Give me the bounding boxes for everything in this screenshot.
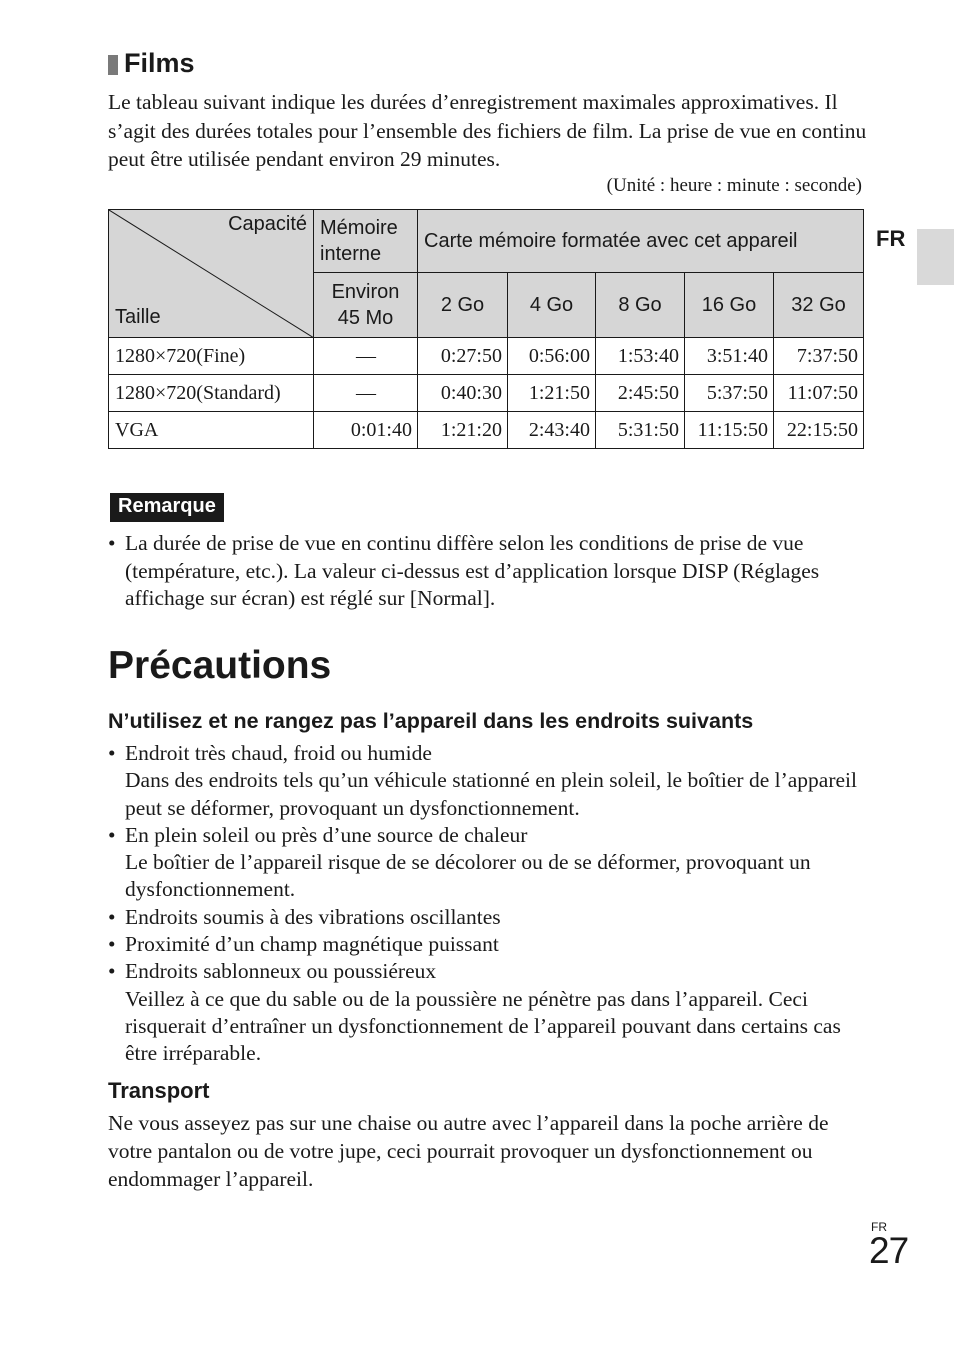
card-size-header: 16 Go xyxy=(685,273,774,338)
table-row xyxy=(109,375,864,412)
memory-card-header: Carte mémoire formatée avec cet appareil xyxy=(418,210,864,273)
table-row xyxy=(109,412,864,449)
row-label: 1280×720(Fine) xyxy=(109,338,314,375)
list-item xyxy=(108,904,868,931)
section-marker-icon xyxy=(108,55,118,75)
films-intro: Le tableau suivant indique les durées d’enregistrement maximales approximatives. Il s’agit des durées totales pour l’ensemble des fichiers de film. La prise de vue en continu peut être utilisée pendant environ 29 minutes. xyxy=(108,90,867,171)
table-row xyxy=(109,338,864,375)
transport-heading: Transport xyxy=(108,1078,210,1103)
internal-memory-header: Mémoire interne xyxy=(314,210,418,273)
table-cell: 1:53:40 xyxy=(596,338,685,375)
page-title: Précautions xyxy=(108,644,332,687)
precautions-list xyxy=(108,740,868,1068)
table-cell: 0:27:50 xyxy=(418,338,508,375)
card-size-header: 2 Go xyxy=(418,273,508,338)
internal-value: — xyxy=(314,338,418,375)
table-cell: 1:21:20 xyxy=(418,412,508,449)
list-item-title: • En plein soleil ou près d’une source de chaleur xyxy=(125,822,528,847)
table-cell: 22:15:50 xyxy=(774,412,864,449)
units-note: (Unité : heure : minute : seconde) xyxy=(606,175,862,196)
table-cell: 11:15:50 xyxy=(685,412,774,449)
table-cell: 3:51:40 xyxy=(685,338,774,375)
table-cell: 11:07:50 xyxy=(774,375,864,412)
list-item-detail: Dans des endroits tels qu’un véhicule stationné en plein soleil, le boîtier de l’appareil peut se déformer, provoquant un dysfonctionnement. xyxy=(125,768,857,820)
language-label: FR xyxy=(876,226,906,251)
table-cell: 1:21:50 xyxy=(508,375,596,412)
list-item-detail: Veillez à ce que du sable ou de la poussière ne pénètre pas dans l’appareil. Ceci risquerait d’entraîner un dysfonctionnement de l’appareil pouvant dans certains cas être irréparable. xyxy=(125,986,841,1066)
table-cell: 7:37:50 xyxy=(774,338,864,375)
list-item-detail: Le boîtier de l’appareil risque de se décolorer ou de se déformer, provoquant un dysfonctionnement. xyxy=(125,850,811,902)
internal-value: — xyxy=(314,375,418,412)
size-label: Taille xyxy=(115,306,161,328)
language-side-tab xyxy=(917,229,954,285)
list-item-title: • Endroit très chaud, froid ou humide xyxy=(125,741,432,765)
films-heading xyxy=(108,48,195,79)
table-cell: 5:31:50 xyxy=(596,412,685,449)
card-size-header: 32 Go xyxy=(774,273,864,338)
internal-value: 0:01:40 xyxy=(314,412,418,449)
table-cell: 5:37:50 xyxy=(685,375,774,412)
list-item-title: • Proximité d’un champ magnétique puissant xyxy=(125,932,499,957)
list-item: • La durée de prise de vue en continu diffère selon les conditions de prise de vue (température, etc.). La valeur ci-dessus est d’application lorsque DISP (Réglages affichage sur écran) est réglé sur [Normal]. xyxy=(108,530,868,613)
precautions-subheading: N’utilisez et ne rangez pas l’appareil dans les endroits suivants xyxy=(108,709,754,733)
table-cell: 2:43:40 xyxy=(508,412,596,449)
list-item-title: • Endroits sablonneux ou poussiéreux xyxy=(125,959,437,984)
list-item-title: • Endroits soumis à des vibrations oscillantes xyxy=(125,904,501,929)
list-item xyxy=(108,958,868,1067)
row-label: VGA xyxy=(109,412,314,449)
page-number: 27 xyxy=(869,1230,909,1271)
recording-time-table xyxy=(108,209,864,449)
films-heading-text: Films xyxy=(124,48,195,78)
remark-badge: Remarque xyxy=(110,493,224,522)
capacity-label: Capacité xyxy=(228,213,307,235)
footer-language: FR xyxy=(871,1220,887,1234)
table-cell: 0:40:30 xyxy=(418,375,508,412)
remark-list xyxy=(108,530,868,613)
internal-capacity-header: Environ 45 Mo xyxy=(314,273,418,338)
table-cell: 0:56:00 xyxy=(508,338,596,375)
list-item xyxy=(108,740,868,822)
table-cell: 2:45:50 xyxy=(596,375,685,412)
card-size-header: 4 Go xyxy=(508,273,596,338)
card-size-header: 8 Go xyxy=(596,273,685,338)
list-item xyxy=(108,931,868,958)
row-label: 1280×720(Standard) xyxy=(109,375,314,412)
transport-text: Ne vous asseyez pas sur une chaise ou autre avec l’appareil dans la poche arrière de votre pantalon ou de votre jupe, ceci pourrait provoquer un dysfonctionnement ou endommager l’appareil. xyxy=(108,1111,829,1191)
table-corner-header xyxy=(109,210,314,338)
list-item xyxy=(108,822,868,904)
